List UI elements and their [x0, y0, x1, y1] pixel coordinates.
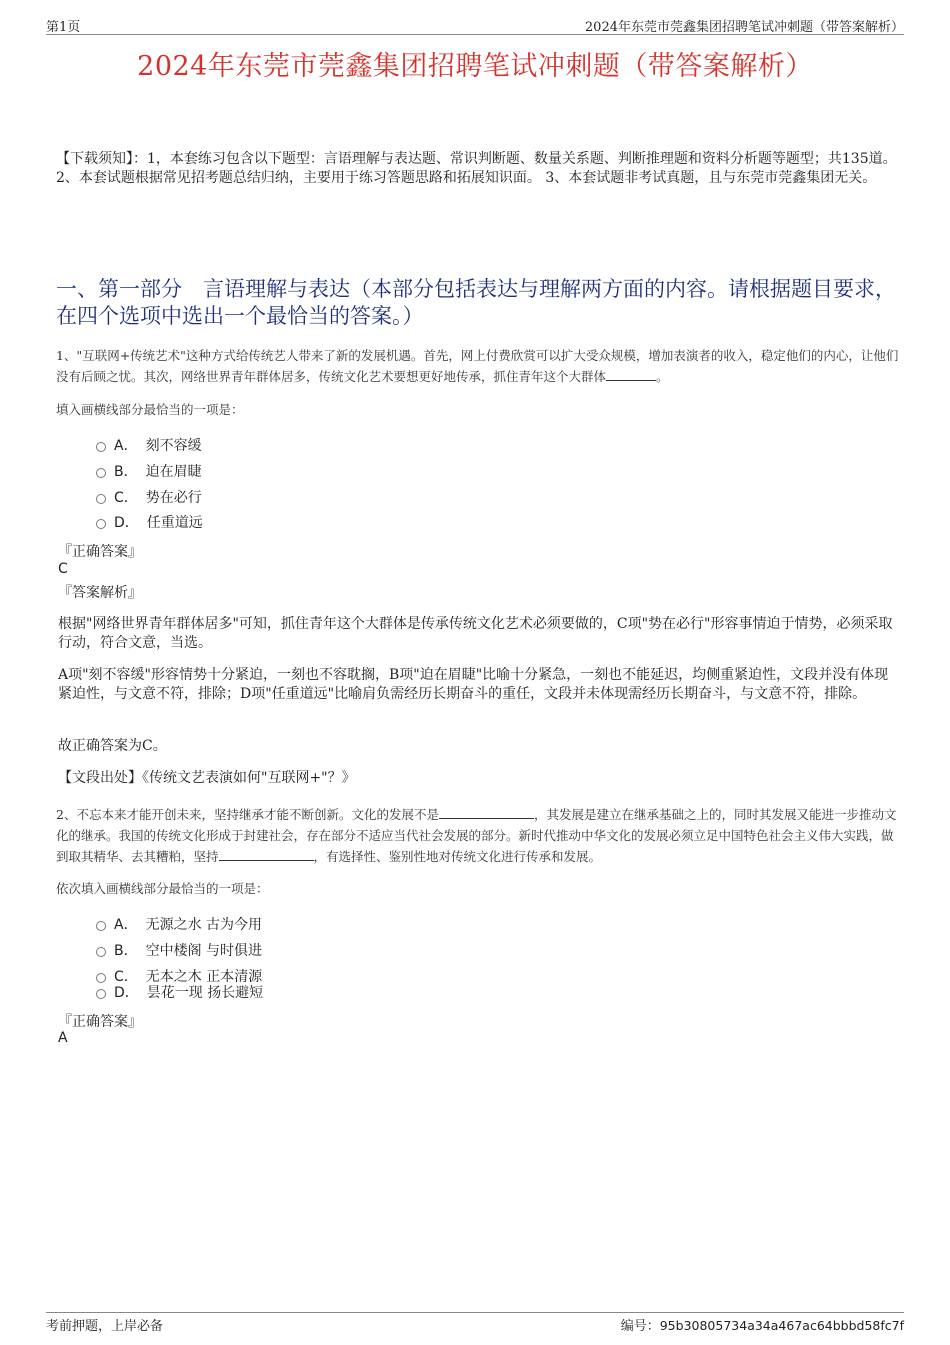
code-label: 编号：: [620, 1319, 660, 1334]
question-1-instruction: 填入画横线部分最恰当的一项是：: [56, 402, 244, 417]
q1-answer-label: 『正确答案』: [58, 544, 142, 560]
option-text: 无本之木 正本清源: [145, 969, 263, 985]
q1-analysis-conclusion: 故正确答案为C。: [58, 738, 167, 754]
question-2-stem: ，有选择性、鉴别性地对传统文化进行传承和发展。: [313, 849, 602, 864]
question-2-text: [56, 804, 902, 867]
q1-option-a[interactable]: [96, 436, 202, 456]
q1-analysis-paragraph: A项"刻不容缓"形容情势十分紧迫，一刻也不容耽搁，B项"迫在眉睫"比喻十分紧急，一刻也不能延迟，均侧重紧迫性，文段并没有体现紧迫性，与文意不符，排除；D项"任重道远"比喻肩负需经历长期奋斗的重任，文段并未体现需经历长期奋斗，与文意不符，排除。: [58, 667, 889, 702]
q1-analysis-label: 『答案解析』: [58, 585, 142, 601]
q1-source: 【文段出处】《传统文艺表演如何"互联网+"？》: [58, 770, 356, 786]
page-footer: [46, 1312, 904, 1337]
q2-option-b[interactable]: [96, 941, 262, 961]
q2-option-a[interactable]: [96, 915, 262, 935]
option-letter: D．: [114, 985, 139, 1001]
q1-option-c[interactable]: [96, 488, 202, 508]
option-letter: C．: [114, 490, 138, 506]
option-letter: B．: [114, 943, 138, 959]
radio-icon[interactable]: [96, 973, 106, 983]
footer-slogan: 考前押题，上岸必备: [46, 1319, 164, 1334]
option-text: 昙花一现 扬长避短: [146, 985, 264, 1001]
q1-analysis-paragraph: 根据"网络世界青年群体居多"可知，抓住青年这个大群体是传承传统文化艺术必须要做的，C项"势在必行"形容事情迫于情势，必须采取行动，符合文意，当选。: [58, 616, 893, 651]
page-header: [46, 14, 904, 35]
option-letter: D．: [114, 515, 139, 531]
option-text: 空中楼阁 与时俱进: [145, 943, 263, 959]
question-1-stem-end: 。: [656, 369, 669, 384]
radio-icon[interactable]: [96, 494, 106, 504]
radio-icon[interactable]: [96, 519, 106, 529]
option-letter: C．: [114, 969, 138, 985]
radio-icon[interactable]: [96, 468, 106, 478]
q1-answer: C: [58, 561, 68, 577]
q2-answer: A: [58, 1030, 68, 1046]
q1-option-d[interactable]: [96, 513, 203, 533]
radio-icon[interactable]: [96, 989, 106, 999]
answer-blank: [439, 806, 534, 819]
question-2-stem: 2、不忘本来才能开创未来，坚持继承才能不断创新。文化的发展不是: [56, 807, 439, 822]
option-text: 任重道远: [146, 515, 203, 531]
option-text: 迫在眉睫: [145, 464, 202, 480]
document-title: 2024年东莞市莞鑫集团招聘笔试冲刺题（带答案解析）: [137, 51, 813, 82]
footer-code: [621, 1315, 904, 1334]
radio-icon[interactable]: [96, 442, 106, 452]
option-letter: A．: [114, 438, 138, 454]
q2-answer-label: 『正确答案』: [58, 1014, 142, 1030]
question-2-instruction: 依次填入画横线部分最恰当的一项是：: [56, 881, 269, 896]
option-letter: B．: [114, 464, 138, 480]
header-doc-title: 2024年东莞市莞鑫集团招聘笔试冲刺题（带答案解析）: [584, 20, 904, 35]
download-notice: 【下载须知】：1，本套练习包含以下题型：言语理解与表达题、常识判断题、数量关系题、判断推理题和资料分析题等题型；共135道。 2、本套试题根据常见招考题总结归纳，主要用于练习答题思路和拓展知识面。 3、本套试题非考试真题，且与东莞市莞鑫集团无关。: [56, 151, 897, 186]
question-1-stem: 1、"互联网+传统艺术"这种方式给传统艺人带来了新的发展机遇。首先，网上付费欣赏可以扩大受众规模，增加表演者的收入，稳定他们的内心，让他们没有后顾之忧。其次，网络世界青年群体居多，传统文化艺术要想更好地传承，抓住青年这个大群体: [56, 348, 899, 384]
option-text: 势在必行: [145, 490, 202, 506]
answer-blank: [606, 368, 656, 381]
page-number: 第1页: [46, 20, 81, 35]
section-heading: 一、第一部分 言语理解与表达（本部分包括表达与理解两方面的内容。请根据题目要求，在四个选项中选出一个最恰当的答案。）: [56, 277, 896, 328]
option-text: 刻不容缓: [145, 438, 202, 454]
option-letter: A．: [114, 917, 138, 933]
radio-icon[interactable]: [96, 947, 106, 957]
q2-option-d[interactable]: [96, 983, 263, 1003]
radio-icon[interactable]: [96, 921, 106, 931]
question-2-stem: ，其发展是建立在继承基础之上的，同时其发展又能进一步推动文化的继承。我国的传统文化形成于封建社会，存在部分不适应当代社会发展的部分。新时代推动中华文化的发展必须立足中国特色社会主义伟大实践，做到取其精华、去其糟粕，坚持: [56, 807, 897, 864]
option-text: 无源之水 古为今用: [145, 917, 263, 933]
answer-blank: [219, 848, 314, 861]
code-value: 95b30805734a34a467ac64bbbd58fc7f: [659, 1318, 904, 1333]
question-1-text: [56, 345, 902, 387]
q1-option-b[interactable]: [96, 462, 202, 482]
